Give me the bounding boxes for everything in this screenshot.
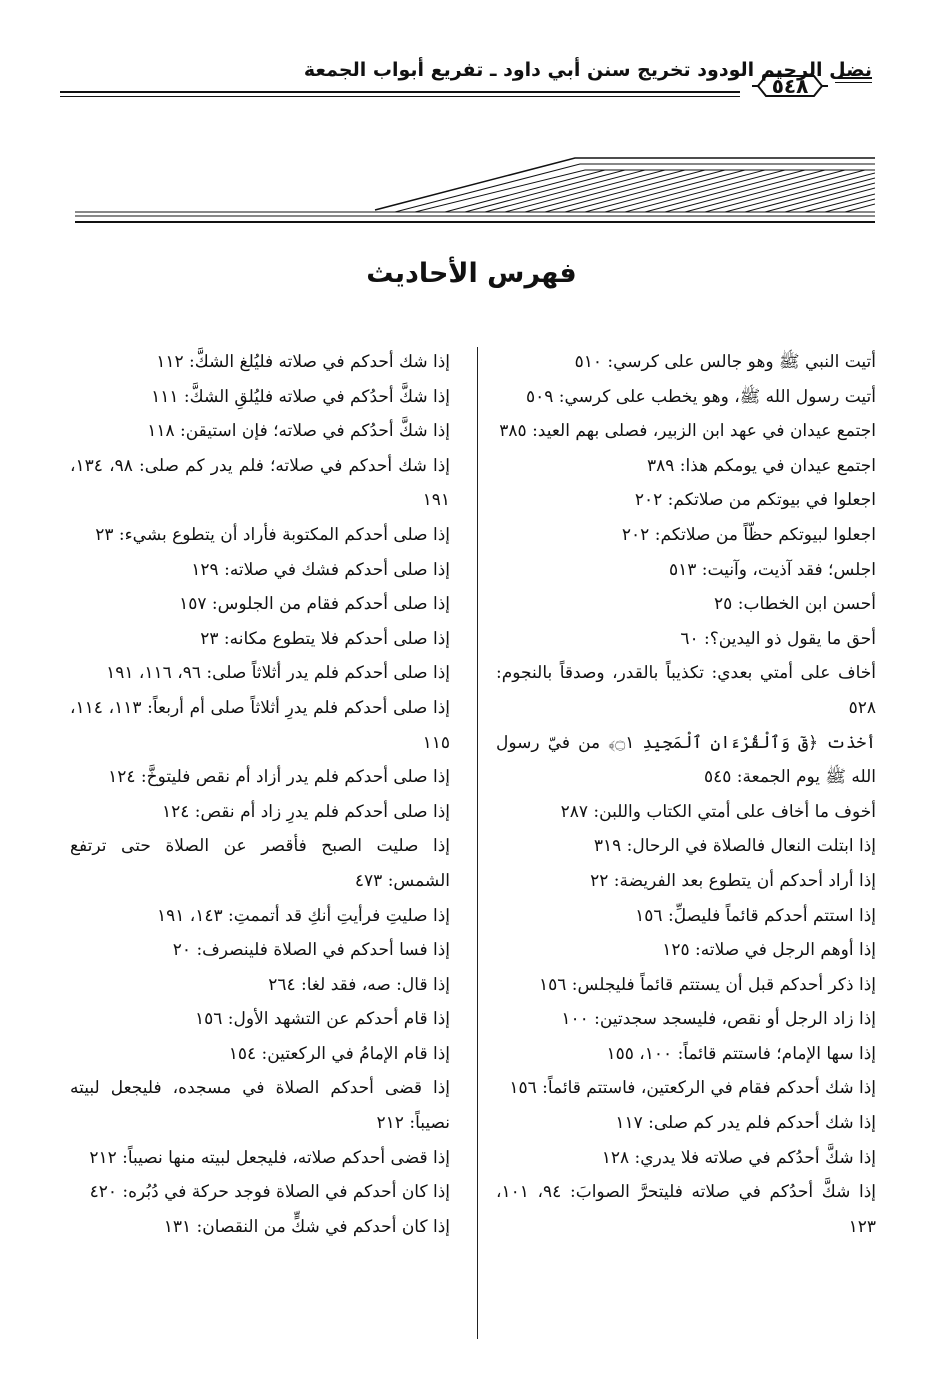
index-entry: إذا شك أحدكم فقام في الركعتين، فاستتم قائماً: ١٥٦ [509, 1078, 876, 1099]
index-entry: إذا قام أحدكم عن التشهد الأول: ١٥٦ [195, 1009, 450, 1030]
index-columns [70, 345, 876, 1345]
index-entry: أتيت النبي ﷺ وهو جالس على كرسي: ٥١٠ [574, 352, 876, 372]
index-entry: إذا صلى أحدكم المكتوبة فأراد أن يتطوع بشيء: ٢٣ [95, 524, 450, 545]
index-entry: اجعلوا في بيوتكم من صلاتكم: ٢٠٢ [634, 490, 876, 511]
index-entry: اجعلوا لبيوتكم حظّاً من صلاتكم: ٢٠٢ [621, 524, 876, 545]
index-entry: إذا شكَّ أحدُكم في صلاته؛ فإن استيقن: ١١٨ [147, 421, 450, 442]
index-entry: أخذت ﴿قٓ وَٱلْقُرْءَانِ ٱلْمَجِيدِ ۝١﴾ من فيّ رسول الله ﷺ يوم الجمعة: ٥٤٥ [496, 732, 876, 788]
index-entry: إذا كان أحدكم في الصلاة فوجد حركة في دُبُره: ٤٢٠ [89, 1182, 450, 1203]
index-entry: إذا أوهم الرجل في صلاته: ١٢٥ [662, 940, 876, 961]
index-entry: إذا زاد الرجل أو نقص، فليسجد سجدتين: ١٠٠ [561, 1009, 876, 1030]
index-entry: اجتمع عيدان في عهد ابن الزبير، فصلى بهم العيد: ٣٨٥ [499, 421, 876, 442]
page-header [60, 55, 872, 103]
header-rule [60, 91, 740, 97]
index-entry: إذا فسا أحدكم في الصلاة فلينصرف: ٢٠ [172, 940, 450, 961]
index-entry: إذا صلى أحدكم فلا يتطوع مكانه: ٢٣ [200, 628, 450, 649]
index-entry: إذا شكَّ أحدُكم في صلاته فليُلقِ الشكَّ: ١١١ [151, 386, 450, 407]
index-entry: إذا صليت الصبح فأقصر عن الصلاة حتى ترتفع الشمس: ٤٧٣ [70, 836, 450, 891]
index-entry: إذا أراد أحدكم أن يتطوع بعد الفريضة: ٢٢ [590, 870, 876, 891]
index-entry: أتيت رسول الله ﷺ، وهو يخطب على كرسي: ٥٠٩ [525, 386, 876, 407]
index-entry: إذا سها الإمام؛ فاستتم قائماً: ١٠٠، ١٥٥ [606, 1043, 876, 1064]
page-number: ٥٤٨ [771, 74, 809, 98]
index-entry: إذا صلى أحدكم فلم يدر أزاد أم نقص فليتوخَّ: ١٢٤ [108, 767, 450, 788]
index-entry: إذا شك أحدكم في صلاته فليُلغ الشكَّ: ١١٢ [156, 352, 450, 372]
index-entry: اجتمع عيدان في يومكم هذا: ٣٨٩ [646, 455, 876, 476]
index-entry: إذا شكَّ أحدُكم في صلاته فليتحرَّ الصوابَ: ٩٤، ١٠١، ١٢٣ [496, 1182, 876, 1237]
index-entry: إذا شك أحدكم فلم يدر كم صلى: ١١٧ [615, 1113, 876, 1134]
index-entry: اجلس؛ فقد آذيت، وآنيت: ٥١٣ [668, 559, 876, 580]
index-entry: أحق ما يقول ذو اليدين؟: ٦٠ [680, 628, 876, 649]
index-entry: إذا شك أحدكم في صلاته؛ فلم يدر كم صلى: ٩٨، ١٣٤، ١٩١ [70, 455, 450, 511]
index-entry: إذا صلى أحدكم فشك في صلاته: ١٢٩ [191, 559, 450, 580]
index-column-right [496, 345, 876, 1244]
index-entry: أخاف على أمتي بعدي: تكذيباً بالقدر، وصدقاً بالنجوم: ٥٢٨ [496, 663, 876, 718]
page-title: فهرس الأحاديث [366, 258, 577, 289]
index-entry: إذا استتم أحدكم قائماً فليصلِّ: ١٥٦ [635, 905, 876, 926]
column-divider [477, 347, 478, 1339]
index-entry: إذا صلى أحدكم فلم يدرِ أثلاثاً صلى أم أربعاً: ١١٣، ١١٤، ١١٥ [70, 697, 450, 753]
decorative-divider [75, 150, 875, 230]
index-entry: أخوف ما أخاف على أمتي الكتاب واللبن: ٢٨٧ [560, 801, 876, 822]
index-entry: إذا ذكر أحدكم قبل أن يستتم قائماً فليجلس: ١٥٦ [538, 974, 876, 995]
index-entry: إذا صليتِ فرأيتِ أنكِ قد أتممتِ: ١٤٣، ١٩١ [156, 905, 450, 926]
index-entry: إذا قضى أحدكم صلاته، فليجعل لبيته منها نصيباً: ٢١٢ [89, 1147, 450, 1168]
index-entry: إذا صلى أحدكم فقام من الجلوس: ١٥٧ [179, 594, 450, 615]
index-entry: إذا كان أحدكم في شكٍّ من النقصان: ١٣١ [163, 1216, 450, 1237]
index-entry: إذا شكَّ أحدُكم في صلاته فلا يدري: ١٢٨ [601, 1147, 876, 1168]
running-title: نضل الرحيم الودود تخريج سنن أبي داود ـ تفريع أبواب الجمعة [303, 59, 872, 81]
index-entry: إذا ابتلت النعال فالصلاة في الرحال: ٣١٩ [593, 836, 876, 857]
index-entry: إذا قال: صه، فقد لغا: ٢٦٤ [268, 974, 450, 995]
index-entry: إذا صلى أحدكم فلم يدرِ زاد أم نقص: ١٢٤ [161, 801, 450, 822]
index-entry: إذا قام الإمامُ في الركعتين: ١٥٤ [228, 1043, 450, 1064]
index-column-left [70, 345, 450, 1244]
index-entry: إذا قضى أحدكم الصلاة في مسجده، فليجعل لبيته نصيباً: ٢١٢ [70, 1078, 450, 1134]
index-entry: أحسن ابن الخطاب: ٢٥ [714, 594, 876, 615]
index-entry: إذا صلى أحدكم فلم يدر أثلاثاً صلى: ٩٦، ١١٦، ١٩١ [106, 663, 450, 684]
